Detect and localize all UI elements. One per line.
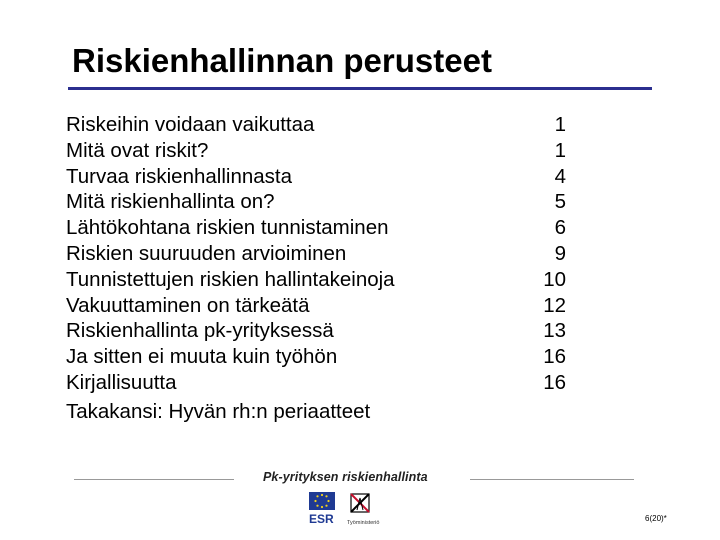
footer-title: Pk-yrityksen riskienhallinta	[263, 470, 428, 484]
toc-row	[66, 267, 566, 293]
footer-divider-right	[470, 479, 634, 480]
esr-logo	[307, 490, 397, 530]
toc-page-number: 5	[554, 190, 566, 214]
title-underline	[68, 87, 652, 90]
toc-row	[66, 215, 566, 241]
toc-page-number: 6	[554, 216, 566, 240]
toc-label: Tunnistettujen riskien hallintakeinoja	[66, 267, 395, 291]
toc-back-cover-item: Takakansi: Hyvän rh:n periaatteet	[66, 399, 371, 423]
toc-label: Kirjallisuutta	[66, 370, 177, 394]
toc-page-number: 16	[543, 345, 566, 369]
toc-label: Vakuuttaminen on tärkeätä	[66, 293, 310, 317]
footer-divider-left	[74, 479, 234, 480]
toc-page-number: 13	[543, 319, 566, 343]
toc-row	[66, 138, 566, 164]
toc-page-number: 16	[543, 370, 566, 394]
toc-page-number: 12	[543, 293, 566, 317]
toc-row	[66, 164, 566, 190]
ministry-logo-text: Työministeriö	[347, 520, 380, 526]
toc-label: Ja sitten ei muuta kuin työhön	[66, 345, 338, 369]
toc-label: Riskien suuruuden arvioiminen	[66, 241, 347, 265]
toc-label: Riskeihin voidaan vaikuttaa	[66, 113, 315, 136]
toc-page-number: 4	[554, 164, 566, 188]
toc-label: Turvaa riskienhallinnasta	[66, 164, 292, 188]
footer-logos	[307, 490, 397, 530]
toc-row	[66, 189, 566, 215]
toc-label: Riskienhallinta pk-yrityksessä	[66, 319, 334, 343]
toc-row	[66, 112, 566, 138]
page-title: Riskienhallinnan perusteet	[72, 42, 492, 79]
toc-row	[66, 370, 566, 396]
toc-label: Mitä riskienhallinta on?	[66, 190, 275, 214]
toc-row	[66, 344, 566, 370]
toc-page-number: 1	[554, 138, 566, 162]
toc-page-number: 1	[554, 113, 566, 136]
ministry-emblem-icon	[351, 494, 369, 512]
table-of-contents	[66, 112, 566, 425]
page-number: 6(20)*	[645, 514, 667, 523]
toc-page-number: 10	[543, 267, 566, 291]
esr-logo-text: ESR	[309, 512, 334, 526]
toc-label: Mitä ovat riskit?	[66, 138, 209, 162]
toc-page-number: 9	[554, 241, 566, 265]
toc-label: Lähtökohtana riskien tunnistaminen	[66, 216, 389, 240]
toc-row	[66, 318, 566, 344]
toc-row	[66, 293, 566, 319]
toc-row	[66, 241, 566, 267]
